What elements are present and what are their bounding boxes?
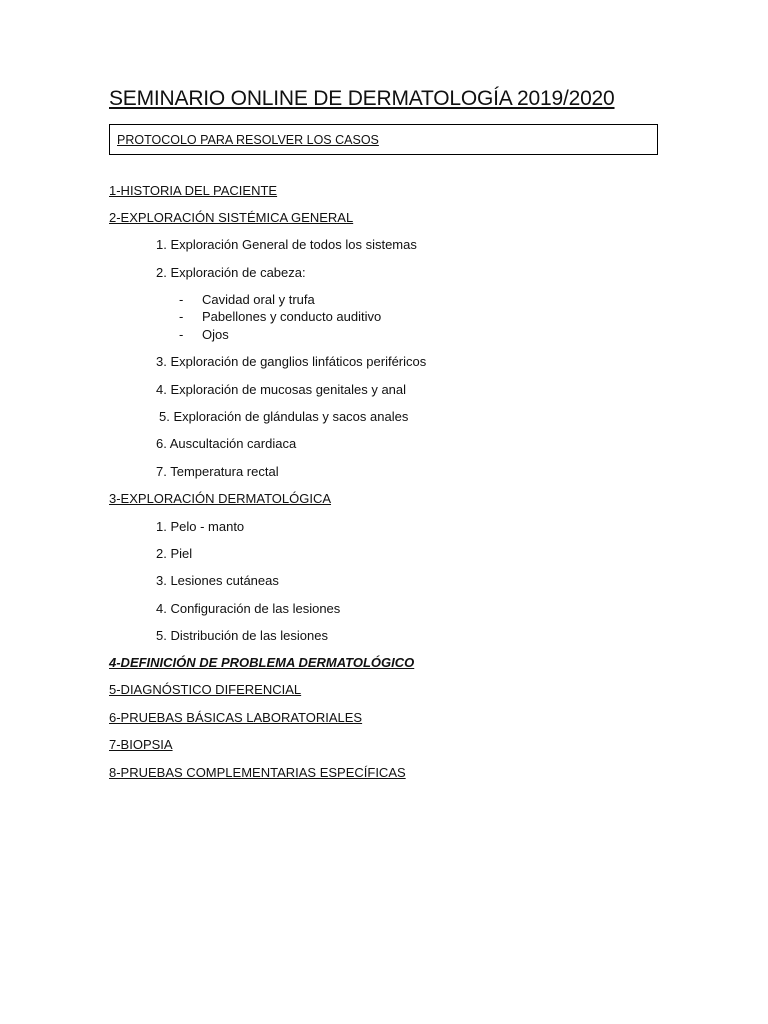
list-item-lesion-configuration: 4. Configuración de las lesiones: [156, 601, 341, 616]
section-heading-7: 7-BIOPSIA: [109, 737, 173, 752]
list-item-rectal-temperature: 7. Temperatura rectal: [156, 464, 279, 479]
bullet-dash: -: [179, 309, 184, 324]
section-heading-6: 6-PRUEBAS BÁSICAS LABORATORIALES: [109, 710, 363, 725]
list-item-cardiac-auscultation: 6. Auscultación cardiaca: [156, 436, 297, 451]
bullet-item-oral-cavity: Cavidad oral y trufa: [202, 292, 315, 307]
protocol-header-text: PROTOCOLO PARA RESOLVER LOS CASOS: [117, 133, 379, 147]
list-item-cutaneous-lesions: 3. Lesiones cutáneas: [156, 573, 279, 588]
bullet-item-ears: Pabellones y conducto auditivo: [202, 309, 382, 324]
section-heading-2: 2-EXPLORACIÓN SISTÉMICA GENERAL: [109, 210, 354, 225]
section-heading-1: 1-HISTORIA DEL PACIENTE: [109, 183, 278, 198]
section-heading-8: 8-PRUEBAS COMPLEMENTARIAS ESPECÍFICAS: [109, 765, 406, 780]
list-item-hair-coat: 1. Pelo - manto: [156, 519, 245, 534]
document-title: SEMINARIO ONLINE DE DERMATOLOGÍA 2019/2020: [109, 87, 615, 110]
list-item-anal-glands: 5. Exploración de glándulas y sacos anales: [159, 409, 409, 424]
list-item-general-exploration: 1. Exploración General de todos los sistemas: [156, 237, 417, 252]
section-heading-3: 3-EXPLORACIÓN DERMATOLÓGICA: [109, 491, 332, 506]
list-item-lesion-distribution: 5. Distribución de las lesiones: [156, 628, 328, 643]
list-item-skin: 2. Piel: [156, 546, 193, 561]
protocol-header-box: [109, 124, 658, 155]
section-heading-5: 5-DIAGNÓSTICO DIFERENCIAL: [109, 682, 302, 697]
section-heading-4: 4-DEFINICIÓN DE PROBLEMA DERMATOLÓGICO: [109, 655, 415, 670]
list-item-lymph-nodes: 3. Exploración de ganglios linfáticos periféricos: [156, 354, 427, 369]
list-item-mucosa: 4. Exploración de mucosas genitales y anal: [156, 382, 407, 397]
bullet-dash: -: [179, 292, 184, 307]
list-item-head-exploration: 2. Exploración de cabeza:: [156, 265, 306, 280]
bullet-dash: -: [179, 327, 184, 342]
bullet-item-eyes: Ojos: [202, 327, 229, 342]
